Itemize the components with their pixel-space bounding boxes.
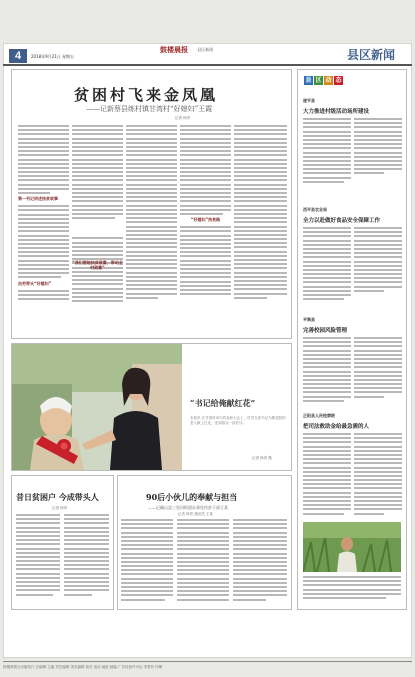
brief-1-title: 大力推进村级活动场所建设 xyxy=(303,109,370,115)
bottom-left-column-1 xyxy=(16,514,60,606)
subhead-lead-daughter-in-law: 治穷带头“好媳妇” xyxy=(18,280,52,286)
logo-char-1: 县 xyxy=(305,77,312,84)
page-footer: 鼓楼晨报社出版发行 总编辑 主编 责任编辑 美术编辑 校对 电话 地址 邮编 广告经营许可证 零售价 印刷 xyxy=(3,665,163,669)
pull-quote: “我们要她扶贫致富，带动全村致富” xyxy=(72,260,123,270)
footer-rule xyxy=(3,661,412,662)
sidebar-logo xyxy=(304,76,343,85)
main-article-byline: 记者 杨青 xyxy=(175,116,191,120)
brief-2-column-1 xyxy=(303,227,351,305)
brief-3-column-1 xyxy=(303,337,351,407)
section-title: 县区新闻 xyxy=(346,48,395,62)
brief-4-column-1 xyxy=(303,433,351,519)
brief-3-tag: 平舆县 xyxy=(303,317,315,322)
brief-1-column-2 xyxy=(354,118,402,190)
subhead-poverty-road: “好媳妇”扶贫路 xyxy=(190,217,221,223)
article-column-1 xyxy=(18,125,69,333)
bottom-center-byline: 记者 杨青 通讯员 王某 xyxy=(178,512,213,516)
bottom-center-column-2 xyxy=(177,519,229,607)
brief-2-title: 全力以赴做好食品安全保障工作 xyxy=(303,218,381,224)
article-column-4 xyxy=(180,125,231,333)
article-column-5 xyxy=(234,125,287,333)
logo-char-4: 态 xyxy=(335,77,342,84)
feature-photo xyxy=(12,344,182,470)
bottom-center-subtitle: ——记确山县三里河街道办事处扶贫干部王某 xyxy=(148,505,228,510)
main-article-subtitle: ——记新蔡县练村镇甘湾村“好媳妇”王霞 xyxy=(86,105,213,113)
bottom-left-column-2 xyxy=(64,514,109,606)
subhead-first-secretary: 第一书记讲述扶贫故事 xyxy=(18,196,58,202)
bottom-center-column-3 xyxy=(233,519,287,607)
photo-caption-title: “书记给俺献红花” xyxy=(190,398,256,408)
logo-char-3: 动 xyxy=(325,77,332,84)
masthead-subtitle: ·县区新闻 xyxy=(196,47,214,52)
main-article-title: 贫困村飞来金凤凰 xyxy=(74,86,219,104)
bottom-left-byline: 记者 杨青 xyxy=(52,506,68,510)
brief-1-tag: 遂平县 xyxy=(303,98,315,103)
article-column-3 xyxy=(126,125,177,333)
issue-date: 2018年9月21日 星期五 xyxy=(31,54,75,59)
photo-caption-body: 本报讯 在甘湾村举行的表彰大会上，村党支部书记为敬老院的老人献上红花，受到群众一致好评。 xyxy=(190,416,286,425)
sidebar-photo-caption xyxy=(303,576,401,606)
brief-1-column-1 xyxy=(303,118,351,190)
bottom-left-title: 昔日贫困户 今成带头人 xyxy=(16,492,99,502)
brief-2-tag: 西平县农业局 xyxy=(303,207,327,212)
bottom-center-title: 90后小伙儿的奉献与担当 xyxy=(146,492,238,502)
brief-3-column-2 xyxy=(354,337,402,407)
brief-4-column-2 xyxy=(354,433,402,519)
brief-4-title: 把司法救助金给最急需的人 xyxy=(303,424,370,430)
sidebar-photo xyxy=(303,522,401,572)
masthead-logo: 鼓楼晨报 xyxy=(160,45,188,54)
photo-credit: 记者 杨青 摄 xyxy=(252,456,272,460)
header-rule xyxy=(3,64,412,66)
brief-2-column-2 xyxy=(354,227,402,305)
article-column-2 xyxy=(72,125,123,333)
bottom-center-column-1 xyxy=(121,519,173,607)
page-number: 4 xyxy=(9,49,27,63)
logo-char-2: 区 xyxy=(315,77,322,84)
brief-3-title: 完善校园风险管理 xyxy=(303,328,348,334)
brief-4-tag: 正阳县人民检察院 xyxy=(303,413,335,418)
